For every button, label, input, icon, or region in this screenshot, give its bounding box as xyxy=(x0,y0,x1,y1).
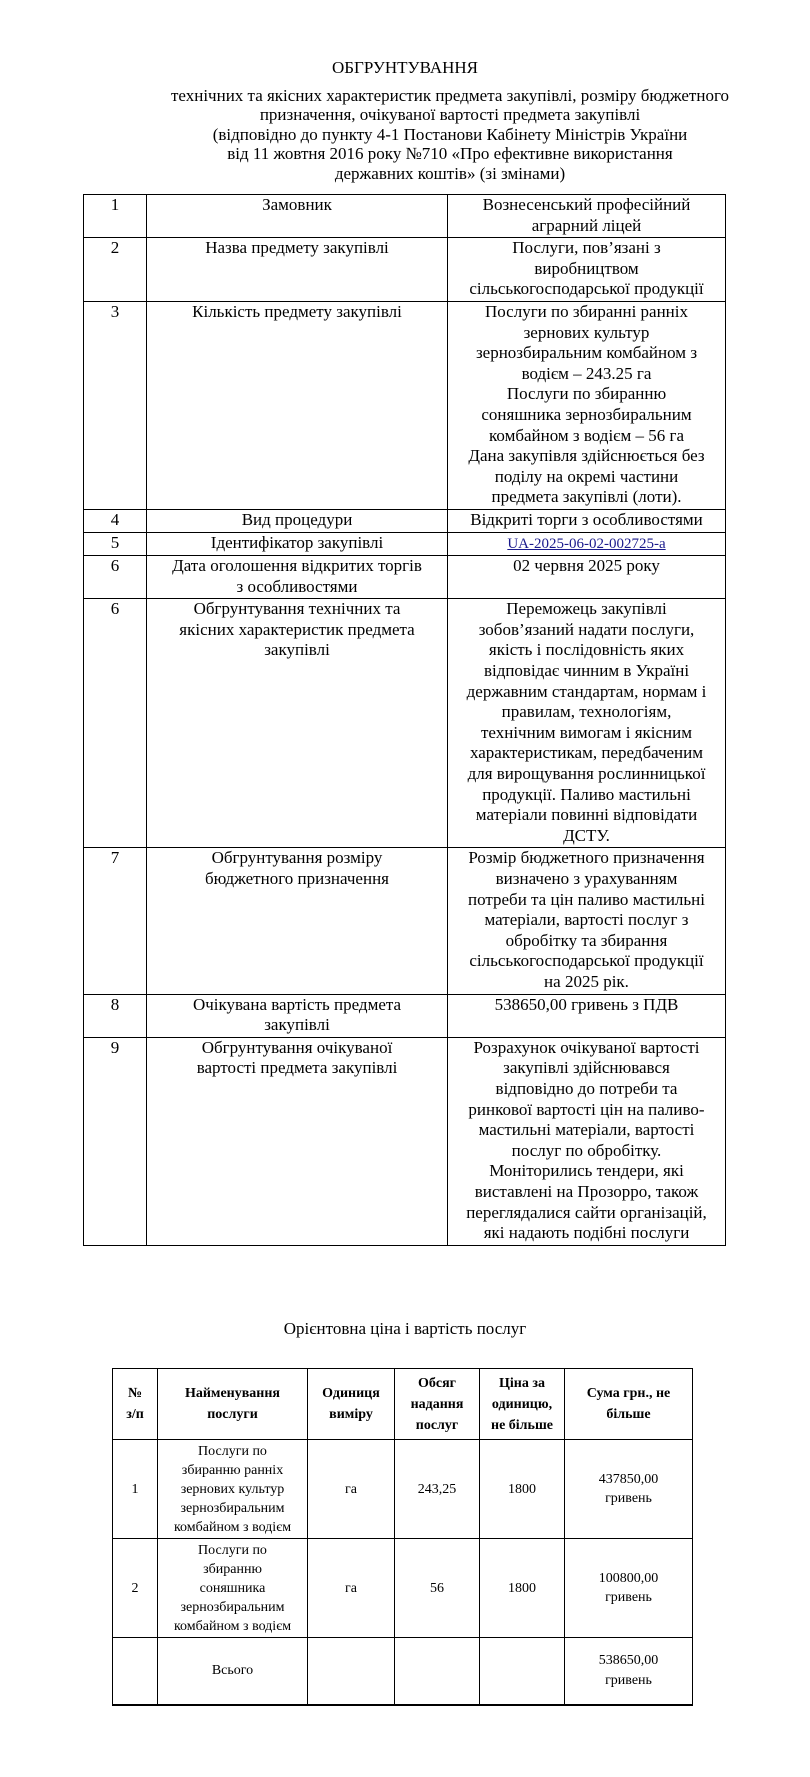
row-label xyxy=(147,994,448,1037)
label-line: Назва предмету закупівлі xyxy=(205,238,389,258)
sum-cell xyxy=(565,1539,693,1638)
row-label xyxy=(147,301,448,509)
service-name-line: соняшника xyxy=(199,1580,266,1596)
value-line: сільськогосподарської продукції xyxy=(469,951,704,971)
subtitle-line: призначення, очікуваної вартості предмета закупівлі xyxy=(259,105,641,125)
label-line: Вид процедури xyxy=(241,509,353,529)
row-number: 9 xyxy=(84,1037,147,1245)
unit-price-cell: 1800 xyxy=(480,1539,565,1638)
value-line: виставлені на Прозорро, також xyxy=(474,1181,699,1201)
label-line: Ідентифікатор закупівлі xyxy=(210,532,384,552)
document-subtitle xyxy=(130,86,770,183)
unit-price-cell: 1800 xyxy=(480,1440,565,1539)
service-name-line: збиранню xyxy=(203,1561,262,1577)
row-value xyxy=(448,599,726,848)
row-label xyxy=(147,195,448,238)
value-line: Послуги, пов’язані з xyxy=(512,238,661,258)
price-section-title: Орієнтовна ціна і вартість послуг xyxy=(283,1319,527,1338)
value-line: зернозбиральним комбайном з xyxy=(475,343,698,363)
value-line: ринкової вартості цін на паливо- xyxy=(468,1099,705,1119)
label-line: Замовник xyxy=(262,195,332,214)
sum-line: 100800,00 xyxy=(598,1571,659,1586)
price-column-header xyxy=(565,1369,693,1440)
label-line: Очікувана вартість предмета xyxy=(192,994,402,1014)
label-line: Обгрунтування очікуваної xyxy=(201,1037,393,1057)
value-line: зернових культур xyxy=(523,322,650,342)
value-line: продукції. Паливо мастильні xyxy=(482,784,691,804)
subtitle-line: технічних та якісних характеристик предмета закупівлі, розміру бюджетного xyxy=(170,86,730,105)
value-line: потреби та цін паливо мастильні xyxy=(467,889,705,909)
row-label xyxy=(147,599,448,848)
value-line: аграрний ліцей xyxy=(531,215,642,235)
total-row xyxy=(113,1638,693,1706)
value-line: характеристикам, передбаченим xyxy=(469,743,704,763)
table-row xyxy=(84,599,726,848)
price-row xyxy=(113,1539,693,1638)
label-line: Дата оголошення відкритих торгів xyxy=(172,556,422,576)
procurement-id-link[interactable]: UA-2025-06-02-002725-a xyxy=(507,535,666,552)
row-label xyxy=(147,532,448,556)
service-name-line: зернозбиральним xyxy=(180,1500,285,1516)
row-value xyxy=(448,238,726,302)
value-line: відповідно до потреби та xyxy=(495,1078,678,1098)
quantity-cell: 56 xyxy=(395,1539,480,1638)
row-value xyxy=(448,1037,726,1245)
value-line: водієм – 243.25 га xyxy=(521,363,652,383)
table-row xyxy=(84,509,726,532)
table-row xyxy=(84,994,726,1037)
table-row xyxy=(84,1037,726,1245)
value-line: обробітку та збирання xyxy=(505,930,668,950)
header-line: не більше xyxy=(491,1417,553,1433)
row-label xyxy=(147,238,448,302)
value-line: 538650,00 гривень з ПДВ xyxy=(494,994,679,1014)
table-row xyxy=(84,532,726,556)
value-line: переглядалися сайти організацій, xyxy=(466,1202,707,1222)
subtitle-line: від 11 жовтня 2016 року №710 «Про ефективне використання xyxy=(227,144,673,164)
service-name-line: Послуги по xyxy=(198,1443,267,1459)
value-line: комбайном з водієм – 56 га xyxy=(489,425,684,445)
table-row xyxy=(84,238,726,302)
service-name-line: збиранню ранніх xyxy=(181,1462,284,1478)
service-name xyxy=(158,1539,308,1638)
price-row-number: 2 xyxy=(113,1539,158,1638)
header-line: виміру xyxy=(329,1407,373,1422)
header-line: Одиниця xyxy=(322,1386,380,1401)
row-number: 6 xyxy=(84,599,147,848)
value-line: закупівлі здійснювався xyxy=(503,1058,670,1078)
total-sum-cell xyxy=(565,1638,693,1706)
sum-line: 538650,00 xyxy=(598,1653,659,1668)
header-line: послуг xyxy=(415,1417,459,1433)
row-number: 6 xyxy=(84,556,147,599)
header-line: Ціна за xyxy=(499,1375,545,1391)
value-line: відповідає чинним в Україні xyxy=(483,661,690,681)
value-line: Розмір бюджетного призначення xyxy=(468,848,705,868)
quantity-cell: 243,25 xyxy=(395,1440,480,1539)
table-row xyxy=(84,195,726,238)
empty-cell xyxy=(308,1638,395,1706)
label-line: закупівлі xyxy=(264,1015,330,1035)
service-name-line: Послуги по xyxy=(198,1542,267,1558)
price-column-header xyxy=(158,1369,308,1440)
price-row xyxy=(113,1440,693,1539)
row-value xyxy=(448,195,726,238)
sum-cell xyxy=(565,1440,693,1539)
label-line: бюджетного призначення xyxy=(204,869,389,888)
header-line: більше xyxy=(606,1407,651,1422)
price-table-header-row xyxy=(113,1369,693,1440)
value-line: Розрахунок очікуваної вартості xyxy=(473,1037,700,1057)
label-line: з особливостями xyxy=(236,576,358,596)
row-number: 5 xyxy=(84,532,147,556)
value-line: правилам, технологіям, xyxy=(501,702,672,722)
service-name-line: комбайном з водієм xyxy=(173,1519,292,1535)
label-line: закупівлі xyxy=(264,640,330,660)
value-line: матеріали, вартості послуг з xyxy=(484,910,689,930)
header-line: Найменування xyxy=(184,1386,281,1401)
value-line: зобов’язаний надати послуги, xyxy=(478,619,695,639)
value-line: якість і послідовність яких xyxy=(488,640,685,660)
value-line: сільськогосподарської продукції xyxy=(469,279,704,299)
row-number: 1 xyxy=(84,195,147,238)
header-line: послуги xyxy=(207,1407,258,1422)
value-line: мастильні матеріали, вартості xyxy=(478,1120,695,1140)
total-label: Всього xyxy=(158,1638,308,1706)
empty-cell xyxy=(480,1638,565,1706)
row-label xyxy=(147,509,448,532)
label-line: якісних характеристик предмета xyxy=(179,619,415,639)
service-name-line: комбайном з водієм xyxy=(173,1618,292,1634)
header-line: надання xyxy=(410,1396,464,1412)
subtitle-line: (відповідно до пункту 4-1 Постанови Кабінету Міністрів України xyxy=(212,124,688,144)
row-number: 3 xyxy=(84,301,147,509)
value-line: ДСТУ. xyxy=(563,825,610,845)
value-line: Послуги по збиранню xyxy=(506,384,667,404)
row-label xyxy=(147,1037,448,1245)
row-number: 8 xyxy=(84,994,147,1037)
value-line: соняшника зернозбиральним xyxy=(481,404,692,424)
header-line: Обсяг xyxy=(417,1375,457,1391)
unit-cell: га xyxy=(308,1440,395,1539)
value-line: 02 червня 2025 року xyxy=(513,556,660,576)
price-column-header xyxy=(395,1369,480,1440)
value-line: Відкриті торги з особливостями xyxy=(470,509,703,529)
row-number: 4 xyxy=(84,509,147,532)
row-value xyxy=(448,994,726,1037)
header-line: Сума грн., не xyxy=(586,1386,671,1401)
sum-line: гривень xyxy=(605,1673,652,1688)
row-label xyxy=(147,848,448,994)
price-column-header xyxy=(308,1369,395,1440)
row-value xyxy=(448,509,726,532)
label-line: Кількість предмету закупівлі xyxy=(192,301,402,321)
sum-line: 437850,00 xyxy=(598,1472,659,1487)
sum-line: гривень xyxy=(605,1491,652,1506)
value-line: Моніторились тендери, які xyxy=(489,1161,684,1181)
header-line: з/п xyxy=(126,1407,144,1422)
price-column-header xyxy=(480,1369,565,1440)
label-line: Обгрунтування технічних та xyxy=(193,599,401,619)
value-line: Вознесенський професійний xyxy=(482,195,691,214)
sum-line: гривень xyxy=(605,1590,652,1605)
service-name-line: зернових культур xyxy=(180,1481,285,1497)
value-line: Переможець закупівлі xyxy=(506,599,667,619)
value-line: виробництвом xyxy=(534,258,639,278)
header-line: № xyxy=(127,1386,143,1401)
justification-table xyxy=(83,194,726,1246)
service-name-line: зернозбиральним xyxy=(180,1599,285,1615)
row-number: 7 xyxy=(84,848,147,994)
value-line: предмета закупівлі (лоти). xyxy=(491,487,682,507)
price-row-number: 1 xyxy=(113,1440,158,1539)
value-line: технічним вимогам і якісним xyxy=(480,722,692,742)
row-value xyxy=(448,848,726,994)
value-line: для вирощування рослинницької xyxy=(467,764,706,784)
row-value xyxy=(448,556,726,599)
value-line: державним стандартам, нормам і xyxy=(466,681,707,701)
table-row xyxy=(84,848,726,994)
label-line: Обгрунтування розміру xyxy=(211,848,383,868)
row-label xyxy=(147,556,448,599)
value-line: Послуги по збиранні ранніх xyxy=(484,301,689,321)
value-line: матеріали повинні відповідати xyxy=(475,805,698,825)
row-value xyxy=(448,301,726,509)
header-line: одиницю, xyxy=(491,1396,553,1412)
value-line: визначено з урахуванням xyxy=(495,869,678,888)
table-row xyxy=(84,556,726,599)
value-line: на 2025 рік. xyxy=(544,971,629,991)
service-name xyxy=(158,1440,308,1539)
label-line: вартості предмета закупівлі xyxy=(196,1058,398,1078)
table-row xyxy=(84,301,726,509)
value-line: які надають подібні послуги xyxy=(483,1223,690,1243)
subtitle-line: державних коштів» (зі змінами) xyxy=(334,163,566,183)
value-line: Дана закупівля здійснюється без xyxy=(468,446,705,466)
value-line: послуг по обробітку. xyxy=(511,1140,662,1160)
empty-cell xyxy=(395,1638,480,1706)
row-value xyxy=(448,532,726,556)
unit-cell: га xyxy=(308,1539,395,1638)
value-line: поділу на окремі частини xyxy=(494,466,679,486)
price-column-header xyxy=(113,1369,158,1440)
empty-cell xyxy=(113,1638,158,1706)
document-title: ОБГРУНТУВАННЯ xyxy=(331,58,479,77)
row-number: 2 xyxy=(84,238,147,302)
price-table xyxy=(112,1368,693,1706)
